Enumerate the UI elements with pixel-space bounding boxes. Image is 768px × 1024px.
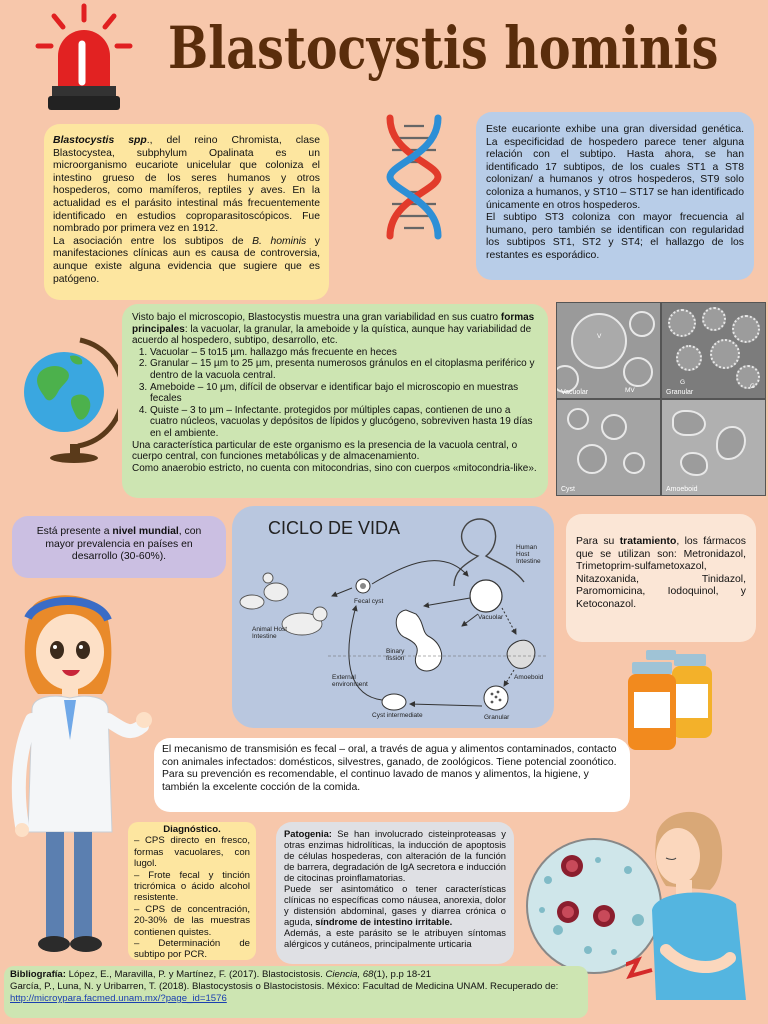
cycle-label: Human Host Intestine <box>516 544 541 565</box>
bibliography-label: Bibliografía: <box>10 969 66 980</box>
diagnosis-title: Diagnóstico. <box>163 824 221 835</box>
bibliography-link[interactable]: http://microypara.facmed.unam.mx/?page_id=1576 <box>10 993 227 1004</box>
life-cycle-panel <box>232 506 554 728</box>
forms-intro: Visto bajo el microscopio, Blastocystis muestra una gran variabilidad en sus cuatro formas principales: la vacuolar, la granular, la ameboide y la quística, aunque hay variabilidad de acuerdo al hospedero, subtipo, desarrollo, etc. <box>132 312 535 347</box>
bibliography-box: Bibliografía: López, E., Maravilla, P. y Martínez, F. (2017). Blastocistosis. Ciencia, 68(1), p.p 18-21 García, P., Luna, N. y Uribarren, T. (2018). Blastocystosis o Blastocistosis. México: Facultad de Medicina UNAM. Recuperado de: http://microypara.facmed.unam.mx/?page_id=1576 <box>4 966 588 1018</box>
diversity-p2: El subtipo ST3 coloniza con mayor frecuencia al humano, pero también se identifican con regularidad los subtipos ST1, ST2 y ST4; el hallazgo de los restantes es esporádico. <box>486 212 744 261</box>
cycle-label: External environment <box>332 674 368 688</box>
micrograph-cyst <box>556 399 661 496</box>
forms-p3: Como anaerobio estricto, no cuenta con mitocondrias, sino con cuerpos «mitocondria-like». <box>132 462 537 474</box>
list-item: 4. Quiste – 3 to µm – Infectante. protegidos por múltiples capas, contienen de uno a cuatro núcleos, vacuolas y depósitos de lípidos y glucógeno, sobreviven hasta 19 días en el ambiente. <box>150 405 538 440</box>
transmission-p2: Para su prevención es recomendable, el continuo lavado de manos y alimentos, la higiene, y también la excelente cocción de la comida. <box>162 769 589 793</box>
micro-mark: MV <box>625 387 635 394</box>
transmission-box <box>154 738 630 812</box>
list-item: 2. Granular – 15 µm to 25 µm, presenta numerosos gránulos en el citoplasma periférico y dentro de la vacuola central. <box>150 358 538 381</box>
cycle-label: Amoeboid <box>514 674 544 681</box>
dna-icon <box>378 114 450 240</box>
intro-text-2a: La asociación entre los subtipos de <box>53 235 253 247</box>
micrograph-vacuolar <box>556 302 661 399</box>
pathogenesis-ibs: síndrome de intestino irritable. <box>315 916 453 927</box>
intro-text-2c: y manifestaciones clínicas aun es causa de controversia, aunque existe alguna evidencia que sugiere que es patógeno. <box>53 235 320 285</box>
cycle-label: Granular <box>484 714 510 721</box>
prevalence-bold: nivel mundial <box>112 526 179 537</box>
list-item: – CPS de concentración, 20-30% de las muestras contienen quistes. <box>134 903 250 938</box>
forms-p2: Una característica particular de este organismo es la presencia de la vacuola central, o cuerpo central, con funciones metabólicas y de almacenamiento. <box>132 439 518 463</box>
intro-species: B. hominis <box>252 235 307 247</box>
micro-mark: G <box>750 383 756 390</box>
list-item: – CPS directo en fresco, formas vacuolares, con lugol. <box>134 835 250 870</box>
prevalence-box: Está presente a nivel mundial, con mayor prevalencia en países en desarrollo (30-60%). <box>12 516 226 578</box>
intro-genus: Blastocystis spp <box>53 135 147 146</box>
micro-caption: Granular <box>666 389 694 396</box>
micrograph-grid <box>556 302 764 494</box>
treatment-box: Para su tratamiento, los fármacos que se utilizan son: Metronidazol, Trimetoprim-sulfametoxazol, Nitazoxanida, Tinidazol, Paromomicina, Iodoquinol, y Ketoconazol. <box>566 514 756 642</box>
diversity-box <box>476 112 754 280</box>
treatment-bold: tratamiento <box>619 536 677 547</box>
list-item: – Frote fecal y tinción tricrómica o ácido alcohol resistente. <box>134 869 250 904</box>
micrograph-amoeboid <box>661 399 766 496</box>
intro-box <box>44 124 329 300</box>
list-item: – Determinación de subtipo por PCR. <box>134 938 250 961</box>
forms-box <box>122 304 548 498</box>
life-cycle-title: CICLO DE VIDA <box>268 518 401 538</box>
alarm-light-icon <box>34 2 134 114</box>
cycle-label: Animal Host Intestine <box>252 626 288 640</box>
micro-mark: V <box>597 333 602 340</box>
cycle-label: Cyst intermediate <box>372 712 423 719</box>
pill-bottles-icon <box>626 648 718 752</box>
pathogenesis-bold: Patogenia: <box>284 828 332 839</box>
woman-abdominal-pain-illustration <box>626 800 768 1012</box>
pathogenesis-box: Patogenia: Se han involucrado cisteinproteasas y otras enzimas hidrolíticas, la inducción de apoptosis de células hospederas, con alteración de la función de barrera, degradación de IgA secretora e inducción de citocinas proinflamatorias. Puede ser asintomático o tener características clínicas no específicas como náusea, anorexia, dolor y distensión abdominal, gases y diarrea crónica o aguda, síndrome de intestino irritable. Además, a este parásito se le atribuyen síntomas alérgicos y cutáneos, principalmente urticaria <box>276 822 514 964</box>
transmission-p1: El mecanismo de transmisión es fecal – oral, a través de agua y alimentos contaminados, contacto con animales infectados: domésticos, silvestres, ganado, de zoológicos. Tiene potencial zoonótico. <box>162 744 617 768</box>
list-item: 3. Ameboide – 10 µm, difícil de observar e identificar bajo el microscopio en muestras fecales <box>150 382 538 405</box>
cycle-label: Fecal cyst <box>354 598 384 605</box>
micro-mark: G <box>680 379 686 386</box>
page-title: Blastocystis hominis <box>168 14 719 82</box>
micro-caption: Cyst <box>561 486 575 493</box>
forms-list <box>132 347 538 440</box>
micro-caption: Amoeboid <box>666 486 698 493</box>
micro-caption: Vacuolar <box>561 389 589 396</box>
globe-icon <box>18 334 118 464</box>
diagnosis-box <box>128 822 256 960</box>
life-cycle-diagram <box>232 506 554 728</box>
cycle-label: Vacuolar <box>478 614 504 621</box>
diversity-p1: Este eucarionte exhibe una gran diversidad genética. La especificidad de hospedero parece tener alguna relación con el subtipo. Hasta ahora, se han identificado 17 subtipos, de los cuales ST1 a ST8 colonizan/ a humanos y otros hospederos, ST9 solo coloniza a humanos, y ST10 – ST17 se han identificado únicamente en otros hospederos. <box>486 124 744 211</box>
intro-text-1: ., del reino Chromista, clase Blastocystea, subphylum Opalinata es un microorganismo eucariote unicelular que coloniza el intestino grueso de los seres humanos y otros hospederos, como mamíferos, reptiles y aves. En la actualidad es el parásito intestinal más frecuentemente identificado en estudios coproparasitoscópicos. Fue nombrado por primera vez en 1912. <box>53 135 320 235</box>
cycle-label: Binary fission <box>386 648 405 662</box>
micrograph-granular <box>661 302 766 399</box>
list-item: 1. Vacuolar – 5 to15 µm. hallazgo más frecuente en heces <box>150 347 538 359</box>
forms-bold: formas principales <box>132 312 535 335</box>
